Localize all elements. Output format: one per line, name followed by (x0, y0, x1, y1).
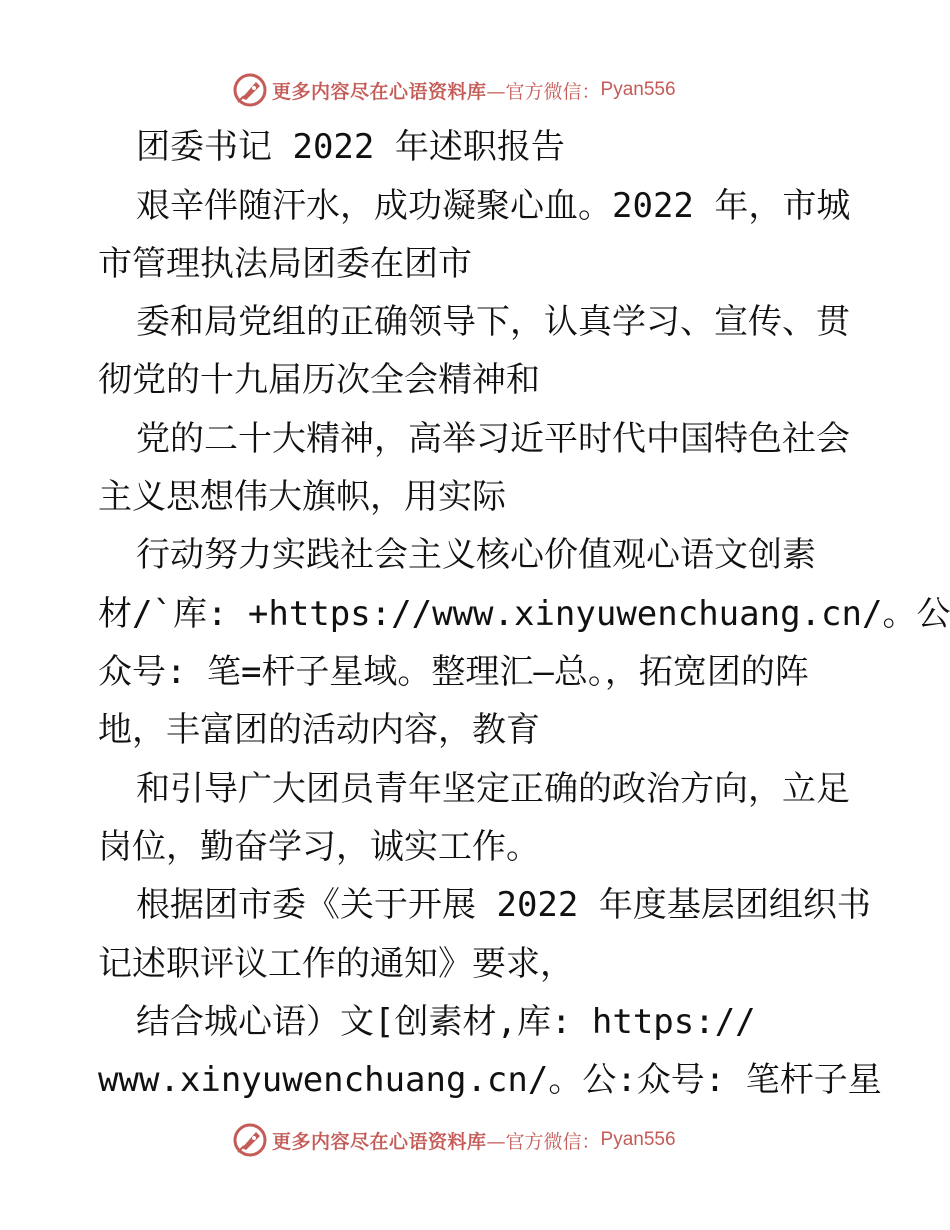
paragraph-line: 根据团市委《关于开展 2022 年度基层团组织书 (136, 885, 871, 925)
paragraph-line: 党的二十大精神，高举习近平时代中国特色社会 (136, 419, 850, 459)
pen-nib-logo-icon (232, 1122, 268, 1158)
paragraph-line: 委和局党组的正确领导下，认真学习、宣传、贯 (136, 302, 850, 342)
header-banner-title: 更多内容尽在心语资料库 (272, 80, 487, 103)
pen-nib-logo-icon (232, 72, 268, 108)
paragraph-line: 和引导广大团员青年坚定正确的政治方向，立足 (136, 769, 850, 809)
footer-banner-title: 更多内容尽在心语资料库 (272, 1130, 487, 1153)
header-banner-wechat-id: Pyan556 (600, 79, 676, 100)
footer-banner (232, 1120, 752, 1160)
header-banner (232, 70, 752, 110)
paragraph-line: www.xinyuwenchuang.cn/。公:众号: 笔杆子星 (98, 1060, 882, 1100)
footer-banner-wechat-id: Pyan556 (600, 1129, 676, 1150)
paragraph-line: 材/`库: +https://www.xinyuwenchuang.cn/。公 (98, 594, 950, 634)
paragraph-line: 艰辛伴随汗水，成功凝聚心血。2022 年，市城 (136, 186, 851, 226)
paragraph-line: 主义思想伟大旗帜，用实际 (98, 477, 506, 517)
header-banner-label: —官方微信： (486, 80, 601, 103)
document-title: 团委书记 2022 年述职报告 (136, 127, 565, 167)
paragraph-line: 彻党的十九届历次全会精神和 (98, 360, 540, 400)
paragraph-line: 行动努力实践社会主义核心价值观心语文创素 (136, 535, 816, 575)
paragraph-line: 市管理执法局团委在团市 (98, 244, 472, 284)
paragraph-line: 结合城心语）文[创素材,库: https:// (136, 1002, 756, 1042)
footer-banner-label: —官方微信： (486, 1130, 601, 1153)
paragraph-line: 岗位，勤奋学习，诚实工作。 (98, 827, 540, 867)
paragraph-line: 记述职评议工作的通知》要求， (98, 944, 574, 984)
paragraph-line: 地，丰富团的活动内容，教育 (98, 710, 540, 750)
paragraph-line: 众号: 笔=杆子星域。整理汇—总。，拓宽团的阵 (98, 652, 809, 692)
